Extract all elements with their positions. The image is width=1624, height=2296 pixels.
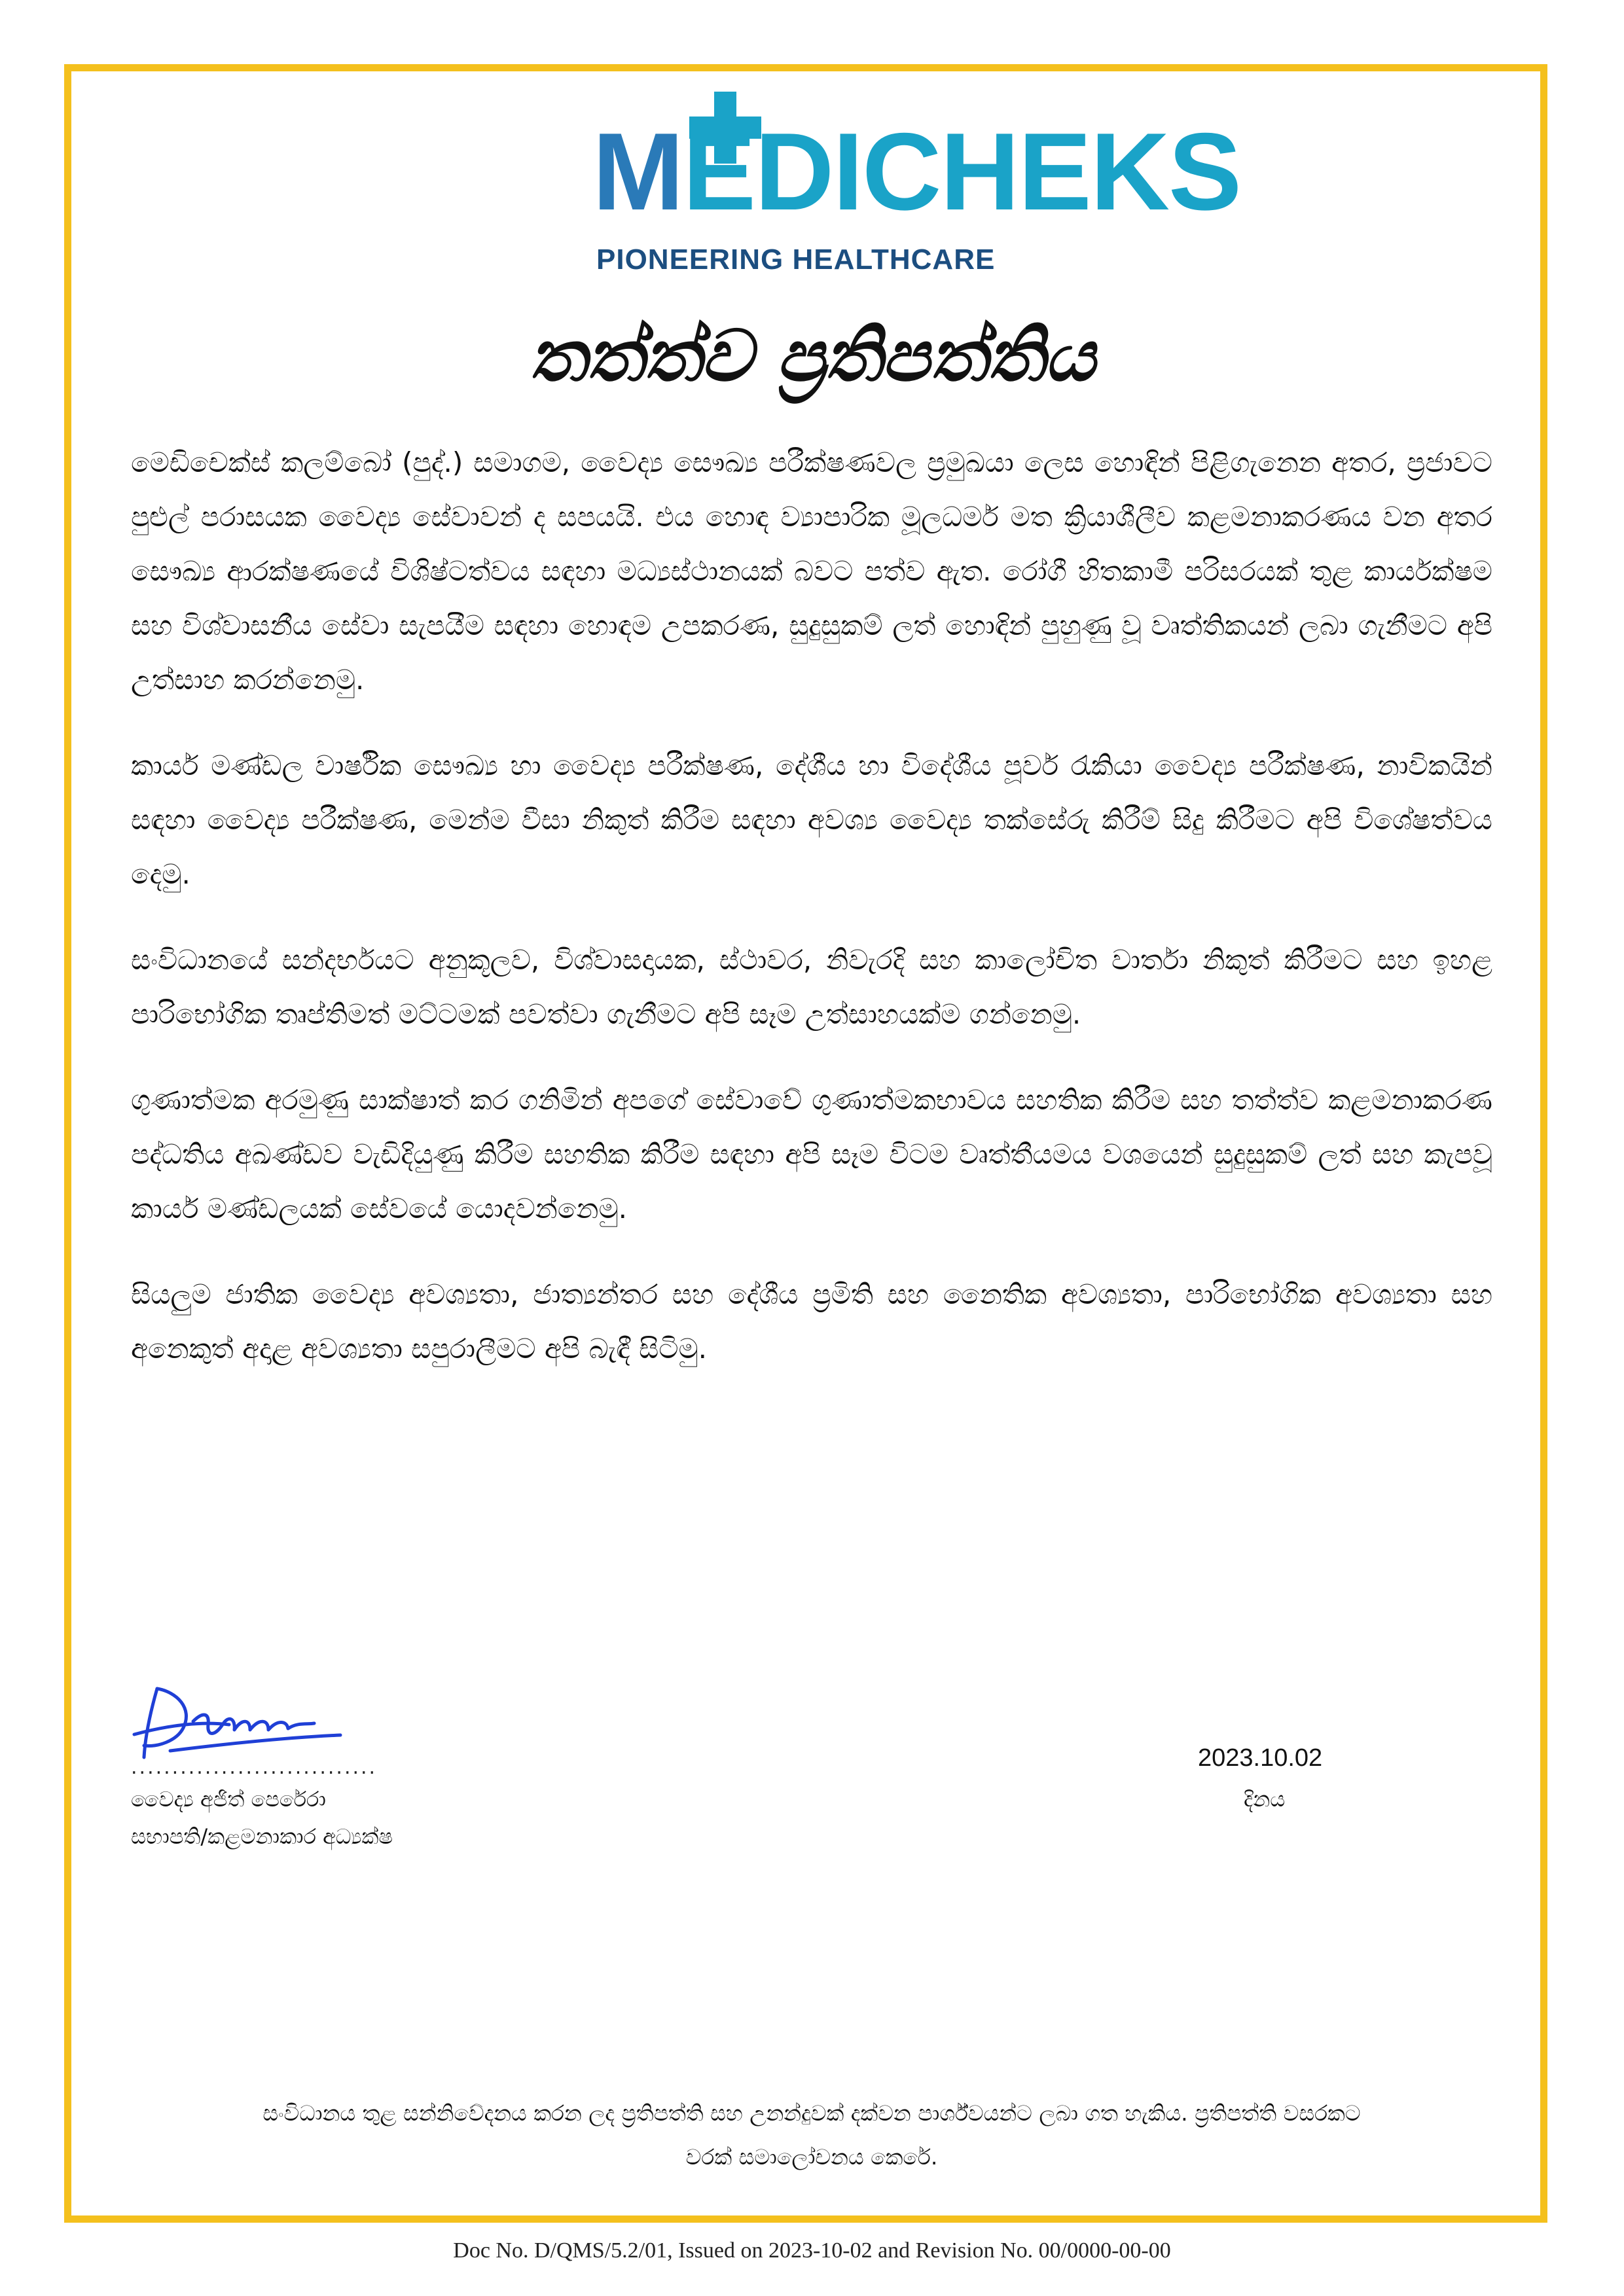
footer-note: සංවිධානය තුළ සන්නිවේදනය කරන ලද ප්‍රතිපත්ති සහ උනන්දුවක් දක්වන පාර්ශ්වයන්ට ලබා ගත හැකිය. ප්‍රතිපත්ති වසරකට වරක් සමාලෝචනය කෙරේ. bbox=[262, 2100, 1361, 2170]
mediCheks-logo bbox=[592, 92, 1241, 288]
logo-wordmark bbox=[592, 110, 1241, 233]
signature-line: .............................. bbox=[131, 1756, 378, 1779]
policy-paragraph: සියලුම ජාතික වෛද්‍ය අවශ්‍යතා, ජාත්‍යන්තර සහ දේශීය ප්‍රමිති සහ නෛතික අවශ්‍යතා, පාරිභෝගික අවශ්‍යතා සහ අනෙකුත් අදාළ අවශ්‍යතා සපුරාලීමට අපි බැඳී සිටිමු. bbox=[131, 1278, 1492, 1365]
date-label: දිනය bbox=[1244, 1787, 1286, 1812]
page-title: තත්ත්ව ප්‍රතිපත්තිය bbox=[528, 315, 1096, 397]
signer-name: වෛද්‍ය අජිත් පෙරේරා bbox=[131, 1787, 326, 1812]
policy-paragraph: සංවිධානයේ සන්දර්භයට අනුකූලව, විශ්වාසදායක, ස්ථාවර, නිවැරදි සහ කාලෝචිත වාර්තා නිකුත් කිරීමට සහ ඉහළ පාරිභෝගික තෘප්තිමත් මට්ටමක් පවත්වා ගැනීමට අපි සෑම උත්සාහයක්ම ගන්නෙමු. bbox=[131, 944, 1492, 1030]
date-value: 2023.10.02 bbox=[1198, 1744, 1323, 1772]
document-number: Doc No. D/QMS/5.2/01, Issued on 2023-10-02 and Revision No. 00/0000-00-00 bbox=[453, 2238, 1171, 2263]
policy-paragraph: කාර්ය මණ්ඩල වාර්ෂික සෞඛ්‍ය හා වෛද්‍ය පරීක්ෂණ, දේශීය හා විදේශීය පූර්ව රැකියා වෛද්‍ය පරීක්ෂණ, නාවිකයින් සඳහා වෛද්‍ය පරීක්ෂණ, මෙන්ම වීසා නිකුත් කිරීම සඳහා අවශ්‍ය වෛද්‍ය තක්සේරු කිරීම් සිදු කිරීමට අපි විශේෂත්වය දෙමු. bbox=[131, 749, 1492, 890]
policy-body bbox=[131, 435, 1492, 1407]
policy-paragraph: මෙඩිචෙක්ස් කලම්බෝ (පුද්.) සමාගම, වෛද්‍ය සෞඛ්‍ය පරීක්ෂණවල ප්‍රමුඛයා ලෙස හොඳින් පිළිගැනෙන අතර, ප්‍රජාවට පුළුල් පරාසයක වෛද්‍ය සේවාවන් ද සපයයි. එය හොඳ ව්‍යාපාරික මූලධර්ම මත ක්‍රියාශීලීව කළමනාකරණය වන අතර සෞඛ්‍ය ආරක්ෂණයේ විශිෂ්ටත්වය සඳහා මධ්‍යස්ථානයක් බවට පත්ව ඇත. රෝගී හිතකාමී පරිසරයක් තුළ කාර්යක්ෂම සහ විශ්වාසනීය සේවා සැපයීම සඳහා හොඳම උපකරණ, සුදුසුකම් ලත් හොඳින් පුහුණු වූ වෘත්තිකයන් ලබා ගැනීමට අපි උත්සාහ කරන්නෙමු. bbox=[131, 446, 1492, 696]
logo-letter-m: M bbox=[592, 110, 683, 233]
logo-tagline: PIONEERING HEALTHCARE bbox=[596, 243, 996, 276]
policy-paragraph: ගුණාත්මක අරමුණු සාක්ෂාත් කර ගනිමින් අපගේ සේවාවේ ගුණාත්මකභාවය සහතික කිරීම සහ තත්ත්ව කළමනාකරණ පද්ධතිය අඛණ්ඩව වැඩිදියුණු කිරීම සහතික කිරීම සඳහා අපි සෑම විටම වෘත්තීයමය වශයෙන් සුදුසුකම් ලත් සහ කැපවූ කාර්ය මණ්ඩලයක් සේවයේ යොදවන්නෙමු. bbox=[131, 1084, 1492, 1225]
signer-role: සභාපති/කළමනාකාර අධ්‍යක්ෂ bbox=[131, 1824, 393, 1849]
logo-letters: EDICHEKS bbox=[682, 110, 1241, 233]
